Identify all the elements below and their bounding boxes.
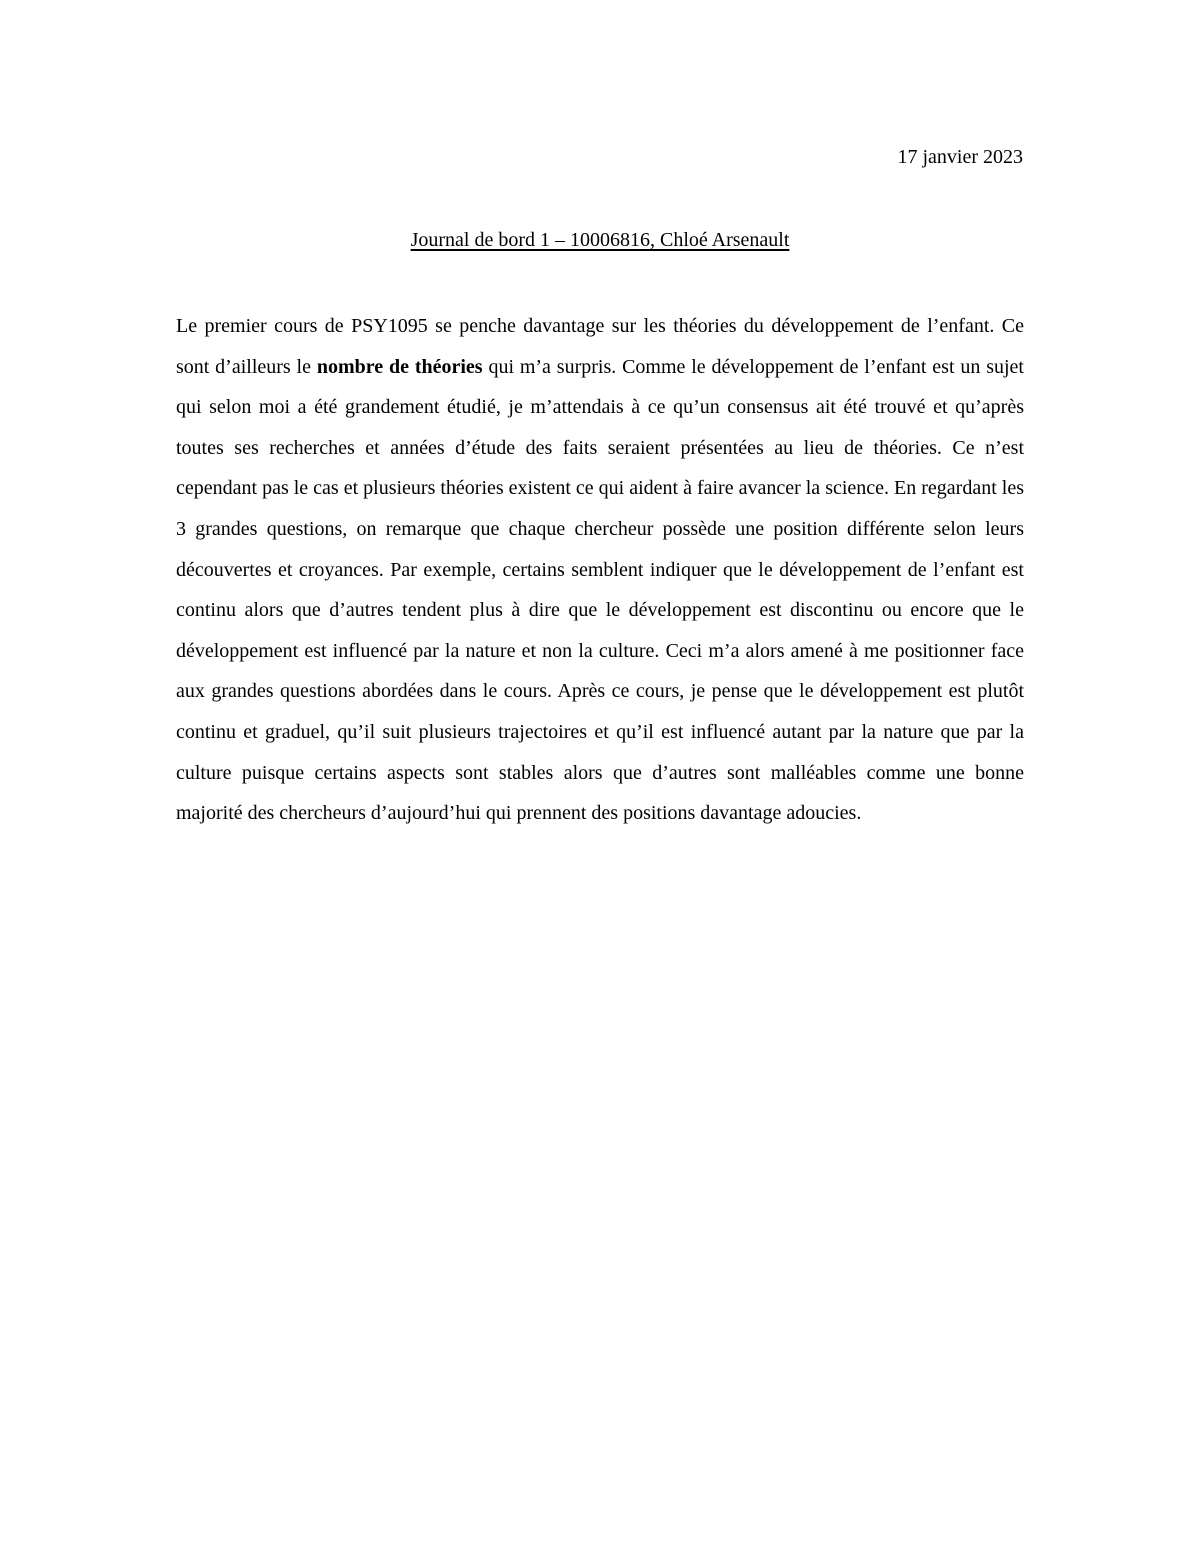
paragraph-text-end: qui m’a surpris. Comme le développement de l’enfant est un sujet qui selon moi a été grandement étudié, je m’attendais à ce qu’un consensus ait été trouvé et qu’après toutes ses recherches et années d’étude des faits seraient présentées au lieu de théories. Ce n’est cependant pas le cas et plusieurs théories existent ce qui aident à faire avancer la science. En regardant les 3 grandes questions, on remarque que chaque chercheur possède une position différente selon leurs découvertes et croyances. Par exemple, certains semblent indiquer que le développement de l’enfant est continu alors que d’autres tendent plus à dire que le développement est discontinu ou encore que le développement est influencé par la nature et non la culture. Ceci m’a alors amené à me positionner face aux grandes questions abordées dans le cours. Après ce cours, je pense que le développement est plutôt continu et graduel, qu’il suit plusieurs trajectoires et qu’il est influencé autant par la nature que par la culture puisque certains aspects sont stables alors que d’autres sont malléables comme une bonne majorité des chercheurs d’aujourd’hui qui prennent des positions davantage adoucies. bbox=[176, 355, 1024, 825]
paragraph-emphasis: nombre de théories bbox=[316, 355, 483, 378]
document-title-text: Journal de bord 1 – 10006816, Chloé Arsenault bbox=[410, 229, 790, 251]
body-paragraph bbox=[176, 306, 1024, 834]
document-title bbox=[0, 225, 1200, 255]
paragraph-text-start: Le premier cours de PSY1095 se penche davantage sur les théories du développement de l’enfant. Ce sont d’ailleurs le bbox=[176, 315, 1024, 378]
document-date: 17 janvier 2023 bbox=[897, 146, 1023, 168]
